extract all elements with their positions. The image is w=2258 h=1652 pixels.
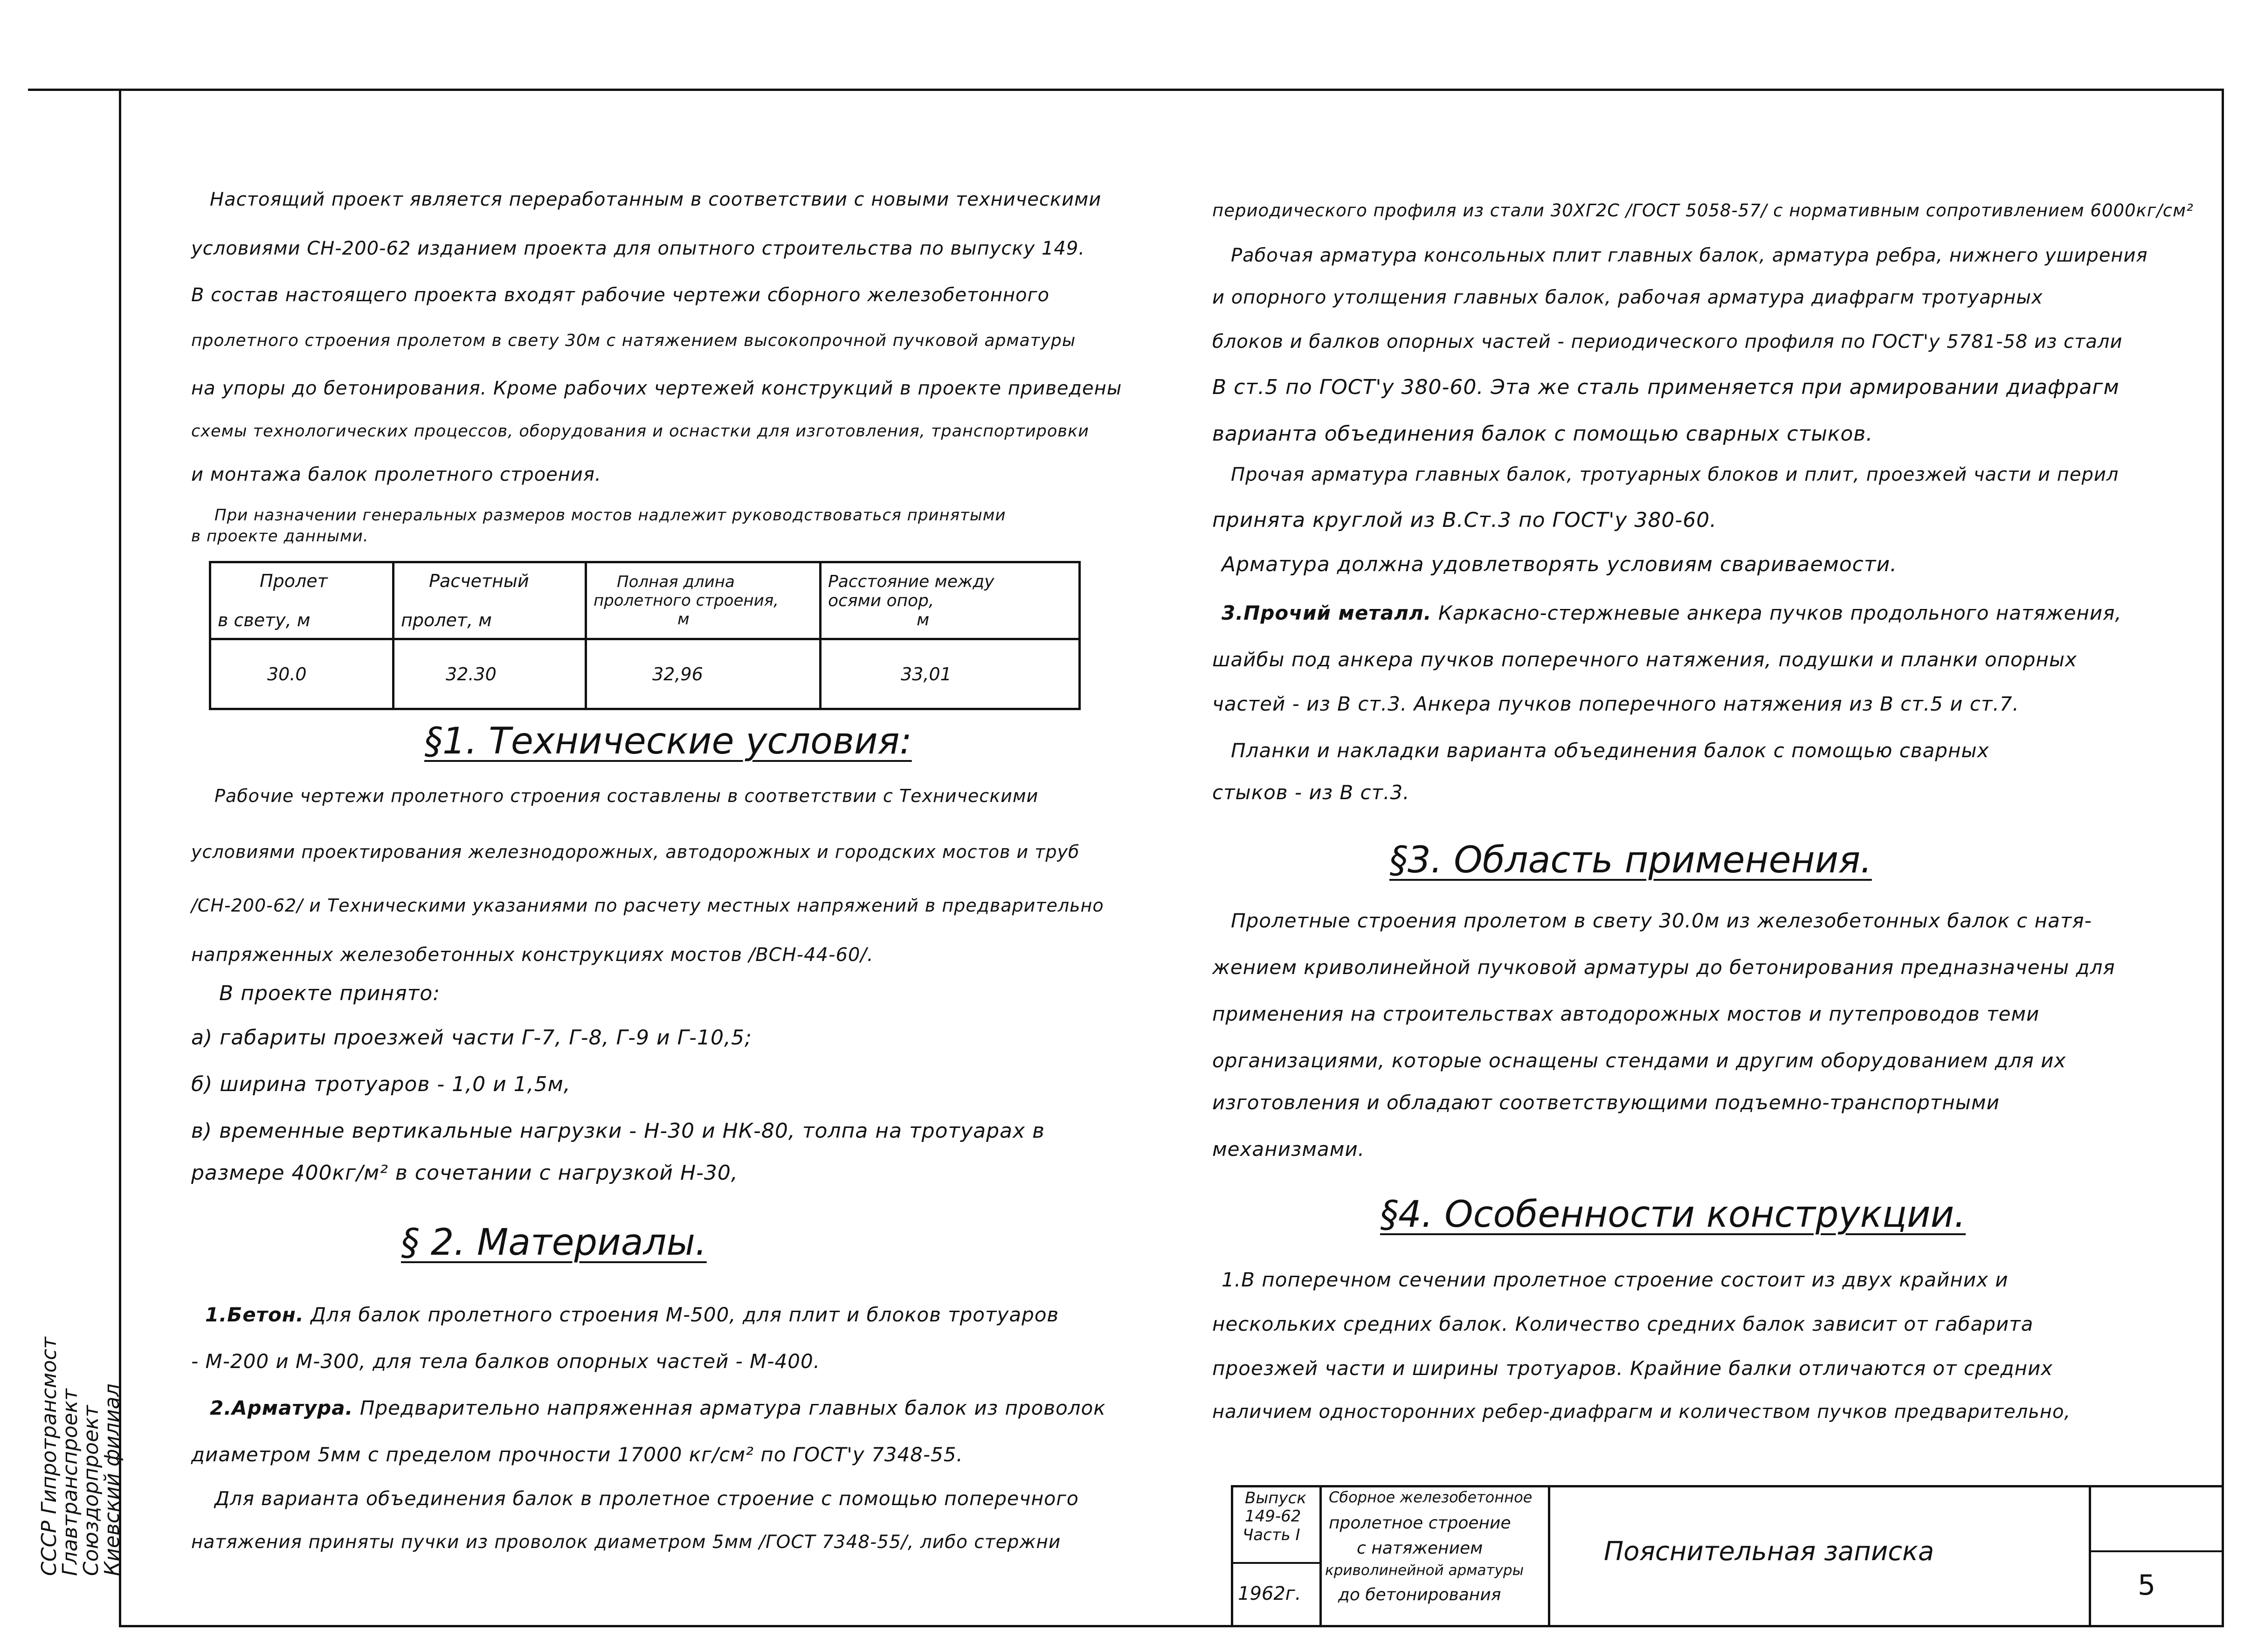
s3-line-2: жением криволинейной пучковой арматуры до бетонирования предназначены для: [1212, 956, 2115, 979]
table-value-design-span: 32.30: [394, 639, 586, 709]
stamp-desc-2: пролетное строение: [1329, 1514, 1511, 1533]
stamp-desc-3: с натяжением: [1357, 1539, 1483, 1558]
table-note-1: При назначении генеральных размеров мостов надлежит руководствоваться принятыми: [214, 506, 1006, 525]
intro-line-6: схемы технологических процессов, оборудования и оснастки для изготовления, транспортировки: [191, 422, 1089, 441]
stamp-desc-1: Сборное железобетонное: [1329, 1488, 1533, 1506]
side-org-line-2: Главтранспроект: [58, 1389, 82, 1576]
s4-line-2: нескольких средних балок. Количество средних балок зависит от габарита: [1212, 1313, 2034, 1335]
metal-label: 3.Прочий металл.: [1222, 601, 1432, 624]
side-org-line-4: Киевский филиал: [100, 1383, 124, 1576]
s2-beton-line-1: 1.Бетон. Для балок пролетного строения М-500, для плит и блоков тротуаров: [205, 1303, 1059, 1326]
table-header-full-length: Полная длина пролетного строения, м: [586, 562, 821, 639]
stamp-issue-3: Часть I: [1243, 1526, 1300, 1544]
s3-line-4: организациями, которые оснащены стендами и другим оборудованием для их: [1212, 1049, 2066, 1072]
frame-bottom-line: [119, 1625, 2224, 1627]
r-line-1: периодического профиля из стали 30ХГ2С /ГОСТ 5058-57/ с нормативным сопротивлением 6000кг/см²: [1212, 200, 2194, 221]
intro-line-1: Настоящий проект является переработанным в соответствии с новыми техническими: [210, 189, 1102, 210]
r-line-5: В ст.5 по ГОСТ'у 380-60. Эта же сталь применяется при армировании диафрагм: [1212, 375, 2120, 399]
table-header-span: Пролет в свету, м: [210, 562, 394, 639]
r-line-6: варианта объединения балок с помощью сварных стыков.: [1212, 422, 1873, 446]
s3-line-1: Пролетные строения пролетом в свету 30.0м из железобетонных балок с натя-: [1231, 909, 2092, 932]
metal-line-2: шайбы под анкера пучков поперечного натяжения, подушки и планки опорных: [1212, 648, 2077, 671]
intro-line-2: условиями СН-200-62 изданием проекта для опытного строительства по выпуску 149.: [191, 238, 1085, 259]
intro-line-5: на упоры до бетонирования. Кроме рабочих чертежей конструкций в проекте приведены: [191, 378, 1122, 399]
s4-line-3: проезжей части и ширины тротуаров. Крайние балки отличаются от средних: [1212, 1357, 2053, 1380]
s4-line-1: 1.В поперечном сечении пролетное строение состоит из двух крайних и: [1222, 1268, 2009, 1291]
r-line-7: Прочая арматура главных балок, тротуарных блоков и плит, проезжей части и перил: [1231, 464, 2119, 485]
dimensions-table: [209, 561, 1081, 710]
table-header-design-span: Расчетный пролет, м: [394, 562, 586, 639]
s1-line-8: в) временные вертикальные нагрузки - Н-30 и НК-80, толпа на тротуарах в: [191, 1119, 1045, 1143]
stamp-year: 1962г.: [1238, 1583, 1301, 1604]
r-line-9: Арматура должна удовлетворять условиям свариваемости.: [1222, 553, 1898, 576]
section-3-title: §3. Область применения.: [1389, 839, 1872, 881]
s2-arm-line-1: 2.Арматура. Предварительно напряженная арматура главных балок из проволок: [210, 1396, 1106, 1419]
frame-top-line: [28, 89, 2224, 91]
document-title: Пояснительная записка: [1604, 1536, 1934, 1567]
r-line-2: Рабочая арматура консольных плит главных балок, арматура ребра, нижнего уширения: [1231, 245, 2148, 266]
table-value-support-distance: 33,01: [821, 639, 1080, 709]
frame-right-line: [2222, 89, 2224, 1627]
sheet-number: 5: [2138, 1569, 2156, 1602]
intro-line-3: В состав настоящего проекта входят рабочие чертежи сборного железобетонного: [191, 284, 1050, 306]
table-note-2: в проекте данными.: [191, 527, 369, 546]
s1-line-3: /СН-200-62/ и Техническими указаниями по расчету местных напряжений в предварительно: [191, 895, 1104, 916]
s2-var-line-1: Для варианта объединения балок в пролетное строение с помощью поперечного: [214, 1487, 1079, 1510]
s1-line-2: условиями проектирования железнодорожных, автодорожных и городских мостов и труб: [191, 842, 1080, 862]
stamp-issue-1: Выпуск: [1245, 1489, 1306, 1507]
s1-line-5: В проекте принято:: [219, 982, 441, 1005]
section-4-title: §4. Особенности конструкции.: [1380, 1194, 1966, 1236]
armatura-label: 2.Арматура.: [210, 1396, 353, 1419]
table-value-span: 30.0: [210, 639, 394, 709]
s3-line-3: применения на строительствах автодорожных мостов и путепроводов теми: [1212, 1002, 2040, 1025]
s1-line-6: а) габариты проезжей части Г-7, Г-8, Г-9 и Г-10,5;: [191, 1026, 752, 1050]
s2-arm-line-2: диаметром 5мм с пределом прочности 17000 кг/см² по ГОСТ'у 7348-55.: [191, 1443, 963, 1466]
side-org-line-3: Союздорпроект: [79, 1405, 103, 1576]
stamp-desc-4: криволинейной арматуры: [1325, 1562, 1524, 1579]
metal-line-5: стыков - из В ст.3.: [1212, 781, 1410, 804]
beton-label: 1.Бетон.: [205, 1303, 304, 1326]
metal-line-3: частей - из В ст.3. Анкера пучков поперечного натяжения из В ст.5 и ст.7.: [1212, 692, 2019, 715]
intro-line-7: и монтажа балок пролетного строения.: [191, 464, 601, 485]
r-line-3: и опорного утолщения главных балок, рабочая арматура диафрагм тротуарных: [1212, 287, 2043, 308]
s1-line-4: напряженных железобетонных конструкциях мостов /ВСН-44-60/.: [191, 944, 874, 966]
section-1-title: §1. Технические условия:: [424, 720, 912, 762]
intro-line-4: пролетного строения пролетом в свету 30м с натяжением высокопрочной пучковой арматуры: [191, 331, 1076, 350]
s3-line-6: механизмами.: [1212, 1138, 1365, 1161]
s1-line-7: б) ширина тротуаров - 1,0 и 1,5м,: [191, 1072, 571, 1096]
side-org-line-1: СССР Гипротрансмост: [37, 1337, 61, 1576]
r-line-8: принята круглой из В.Ст.3 по ГОСТ'у 380-60.: [1212, 508, 1717, 532]
metal-line-4: Планки и накладки варианта объединения балок с помощью сварных: [1231, 739, 1989, 762]
table-header-support-distance: Расстояние между осями опор, м: [821, 562, 1080, 639]
r-line-4: блоков и балков опорных частей - периодического профиля по ГОСТ'у 5781-58 из стали: [1212, 331, 2123, 353]
s1-line-9: размере 400кг/м² в сочетании с нагрузкой Н-30,: [191, 1161, 738, 1185]
s3-line-5: изготовления и обладают соответствующими подъемно-транспортными: [1212, 1091, 2000, 1114]
stamp-desc-5: до бетонирования: [1338, 1585, 1501, 1604]
metal-line-1: 3.Прочий металл. Каркасно-стержневые анкера пучков продольного натяжения,: [1222, 601, 2122, 624]
s2-var-line-2: натяжения приняты пучки из проволок диаметром 5мм /ГОСТ 7348-55/, либо стержни: [191, 1532, 1061, 1553]
s4-line-4: наличием односторонних ребер-диафрагм и количеством пучков предварительно,: [1212, 1401, 2071, 1423]
stamp-issue-2: 149-62: [1245, 1507, 1301, 1526]
section-2-title: § 2. Материалы.: [401, 1222, 707, 1264]
s1-line-1: Рабочие чертежи пролетного строения составлены в соответствии с Техническими: [214, 786, 1039, 806]
s2-beton-line-2: - М-200 и М-300, для тела балков опорных частей - М-400.: [191, 1350, 821, 1373]
table-value-full-length: 32,96: [586, 639, 821, 709]
